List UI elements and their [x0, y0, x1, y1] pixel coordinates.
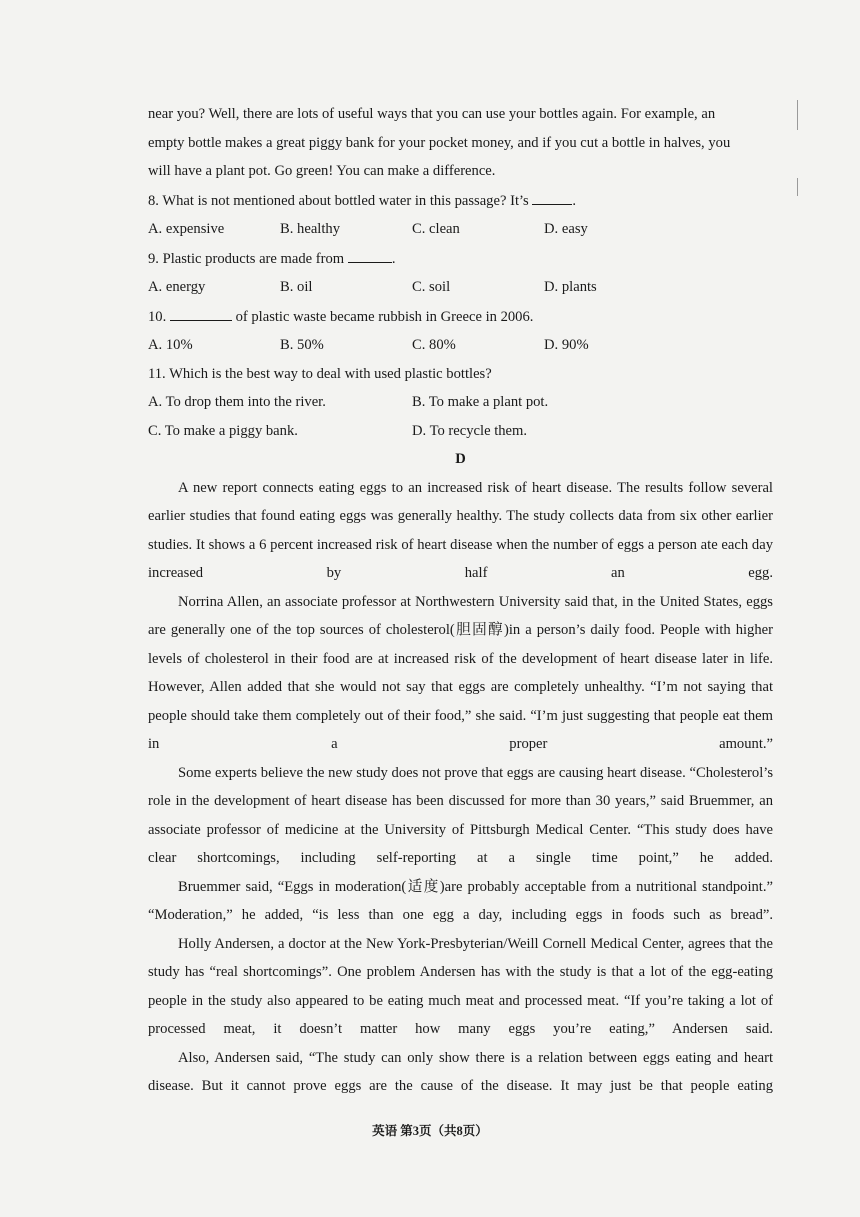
section-heading: D [455, 451, 466, 467]
passage-paragraph: Holly Andersen, a doctor at the New York-Presbyterian/Weill Cornell Medical Center, agrees that the study has “real shortcomings”. One problem Andersen has with the study is that a lot of the egg-eating people in the study also appeared to be eating much meat and processed meat. “If you’re taking a lot of processed meat, it doesn’t matter how many eggs you’re eating,” Andersen said. [148, 935, 773, 1037]
question-text: Plastic products are made from [162, 250, 345, 267]
options-10 [148, 331, 773, 360]
option-b[interactable]: B. 50% [280, 337, 324, 353]
option-c[interactable]: C. To make a piggy bank. [148, 422, 298, 439]
answer-blank[interactable] [532, 186, 572, 205]
option-d[interactable]: D. easy [544, 221, 588, 237]
passage-paragraph: Some experts believe the new study does not prove that eggs are causing heart disease. “Cholesterol’s role in the development of heart disease has been discussed for more than 30 years,” said Bruemmer, an associate professor of medicine at the University of Pittsburgh Medical Center. “This study does have clear shortcomings, including self-reporting at a single time point,” he added. [148, 764, 773, 866]
question-number: 9. [148, 250, 159, 267]
intro-line: near you? Well, there are lots of useful ways that you can use your bottles again. For example, an [148, 106, 716, 122]
question-text: Which is the best way to deal with used plastic bottles? [169, 365, 492, 382]
scan-edge-mark [797, 178, 798, 196]
option-c[interactable]: C. 80% [412, 337, 456, 353]
option-b[interactable]: B. To make a plant pot. [412, 394, 549, 410]
question-10 [148, 302, 773, 332]
options-11-row1 [148, 388, 773, 417]
scan-edge-mark [797, 100, 798, 130]
option-a[interactable]: A. 10% [148, 337, 193, 353]
question-text: What is not mentioned about bottled water in this passage? It’s [162, 192, 529, 209]
question-11 [148, 360, 773, 389]
answer-blank[interactable] [348, 244, 392, 263]
answer-blank[interactable] [170, 302, 232, 321]
option-c[interactable]: C. clean [412, 221, 460, 237]
options-8 [148, 215, 773, 244]
option-d[interactable]: D. 90% [544, 337, 589, 353]
page-content [148, 100, 773, 1101]
question-tail: . [572, 192, 577, 209]
question-number: 10. [148, 308, 167, 325]
options-9 [148, 273, 773, 302]
intro-line: will have a plant pot. Go green! You can make a difference. [148, 163, 496, 179]
option-b[interactable]: B. healthy [280, 221, 341, 237]
question-number: 8. [148, 192, 159, 209]
option-a[interactable]: A. To drop them into the river. [148, 394, 326, 410]
passage-paragraph: Bruemmer said, “Eggs in moderation(适度)are probably acceptable from a nutritional standpoint.” “Moderation,” he added, “is less than one egg a day, including eggs in foods such as bread”. [148, 878, 773, 923]
option-a[interactable]: A. expensive [148, 221, 225, 237]
question-number: 11. [148, 365, 166, 382]
options-11-row2 [148, 417, 773, 446]
passage-paragraph: Norrina Allen, an associate professor at Northwestern University said that, in the United States, eggs are generally one of the top sources of cholesterol(胆固醇)in a person’s daily food. People with higher levels of cholesterol in their food are at increased risk of the development of heart disease later in life. However, Allen added that she would not say that eggs are completely unhealthy. “I’m not saying that people should take them completely out of their food,” she said. “I’m just suggesting that people eat them in a proper amount.” [148, 593, 773, 752]
question-tail: . [391, 250, 396, 267]
option-c[interactable]: C. soil [412, 279, 451, 295]
option-b[interactable]: B. oil [280, 279, 313, 295]
option-d[interactable]: D. To recycle them. [412, 422, 528, 439]
passage-paragraph: Also, Andersen said, “The study can only show there is a relation between eggs eating and heart disease. But it cannot prove eggs are the cause of the disease. It may just be that people eating [148, 1049, 773, 1094]
page-footer: 英语 第3页（共8页） [372, 1124, 488, 1138]
question-8 [148, 186, 773, 216]
option-a[interactable]: A. energy [148, 279, 206, 295]
question-9 [148, 244, 773, 274]
option-d[interactable]: D. plants [544, 279, 597, 295]
passage-paragraph: A new report connects eating eggs to an increased risk of heart disease. The results follow several earlier studies that found eating eggs was generally healthy. The study collects data from six other earlier studies. It shows a 6 percent increased risk of heart disease when the number of eggs a person ate each day increased by half an egg. [148, 479, 773, 581]
question-tail: of plastic waste became rubbish in Greece in 2006. [235, 308, 534, 325]
intro-line: empty bottle makes a great piggy bank for your pocket money, and if you cut a bottle in halves, you [148, 134, 731, 151]
